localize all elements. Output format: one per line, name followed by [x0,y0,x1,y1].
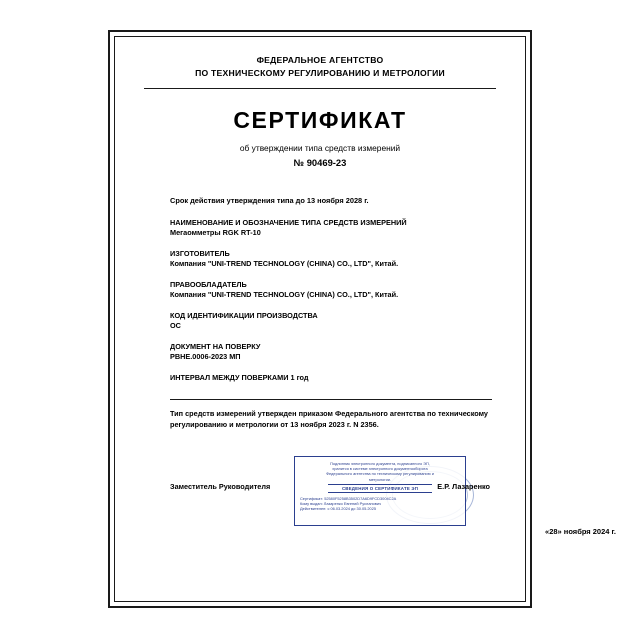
stamp-notice-line-2: хранится в системе электронного документооборота [332,466,428,472]
field-label: ДОКУМЕНТ НА ПОВЕРКУ [170,342,261,351]
page-subtitle: об утверждении типа средств измерений [239,143,401,153]
field-label: КОД ИДЕНТИФИКАЦИИ ПРОИЗВОДСТВА [170,311,318,320]
field-label: ИНТЕРВАЛ МЕЖДУ ПОВЕРКАМИ 1 год [170,373,309,382]
approval-order-text: Тип средств измерений утвержден приказом Федерального агентства по техническому регулированию и метрологии от 13 ноября 2023 г. N 2356. [170,409,488,429]
field-production-code [170,311,492,331]
field-verification-document [170,342,492,362]
stamp-cert-serial: Сертификат: 52580F5258B3502D7A6D9FCD3004C2A [300,495,397,501]
stamp-notice-line-3: Федерального агентства по техническому регулированию и [326,471,434,477]
stamp-notice-line-4: метрологии. [368,476,392,482]
field-name-and-designation [170,218,492,238]
field-manufacturer [170,249,492,269]
stamp-notice-line-1: Подлинник электронного документа, подписанного ЭП, [330,461,430,466]
page-title: СЕРТИФИКАТ [233,107,407,133]
field-rights-holder [170,280,492,300]
field-value: Компания "UNI-TREND TECHNOLOGY (CHINA) CO., LTD", Китай. [170,259,399,268]
field-value: ОС [170,321,181,330]
stamp-certificate-details [300,496,460,512]
signer-title: Заместитель Руководителя [170,482,271,491]
field-value: Компания "UNI-TREND TECHNOLOGY (CHINA) CO., LTD", Китай. [170,290,399,299]
agency-line-2: ПО ТЕХНИЧЕСКОМУ РЕГУЛИРОВАНИЮ И МЕТРОЛОГИИ [195,67,445,78]
field-label: ИЗГОТОВИТЕЛЬ [170,249,230,258]
issue-date: «28» ноября 2024 г. [545,527,616,536]
field-verification-interval [170,373,492,383]
body-divider [170,399,492,400]
certificate-number: № 90469-23 [293,157,347,168]
header-divider [144,88,496,89]
issuing-agency [136,54,504,79]
validity-text: Срок действия утверждения типа до 13 ноября 2028 г. [170,196,369,205]
field-value: РВНЕ.0006-2023 МП [170,352,241,361]
certificate-body [136,196,504,524]
stamp-band-title: СВЕДЕНИЯ О СЕРТИФИКАТЕ ЭП [328,484,432,493]
field-value: Мегаомметры RGK RT-10 [170,228,261,237]
stamp-cert-valid: Действителен: с 06.03.2024 до 30.05.2025 [300,506,377,512]
field-label: НАИМЕНОВАНИЕ И ОБОЗНАЧЕНИЕ ТИПА СРЕДСТВ ИЗМЕРЕНИЙ [170,218,407,227]
certificate-content [114,36,526,602]
digital-signature-stamp [294,456,466,526]
stamp-notice [300,461,460,482]
field-label: ПРАВООБЛАДАТЕЛЬ [170,280,247,289]
agency-line-1: ФЕДЕРАЛЬНОЕ АГЕНТСТВО [256,55,384,65]
signature-row [170,461,492,524]
signer-name: Е.Р. Лазаренко [437,482,490,491]
stamp-cert-owner: Кому выдан: Лазаренко Евгений Русланович [300,501,382,507]
